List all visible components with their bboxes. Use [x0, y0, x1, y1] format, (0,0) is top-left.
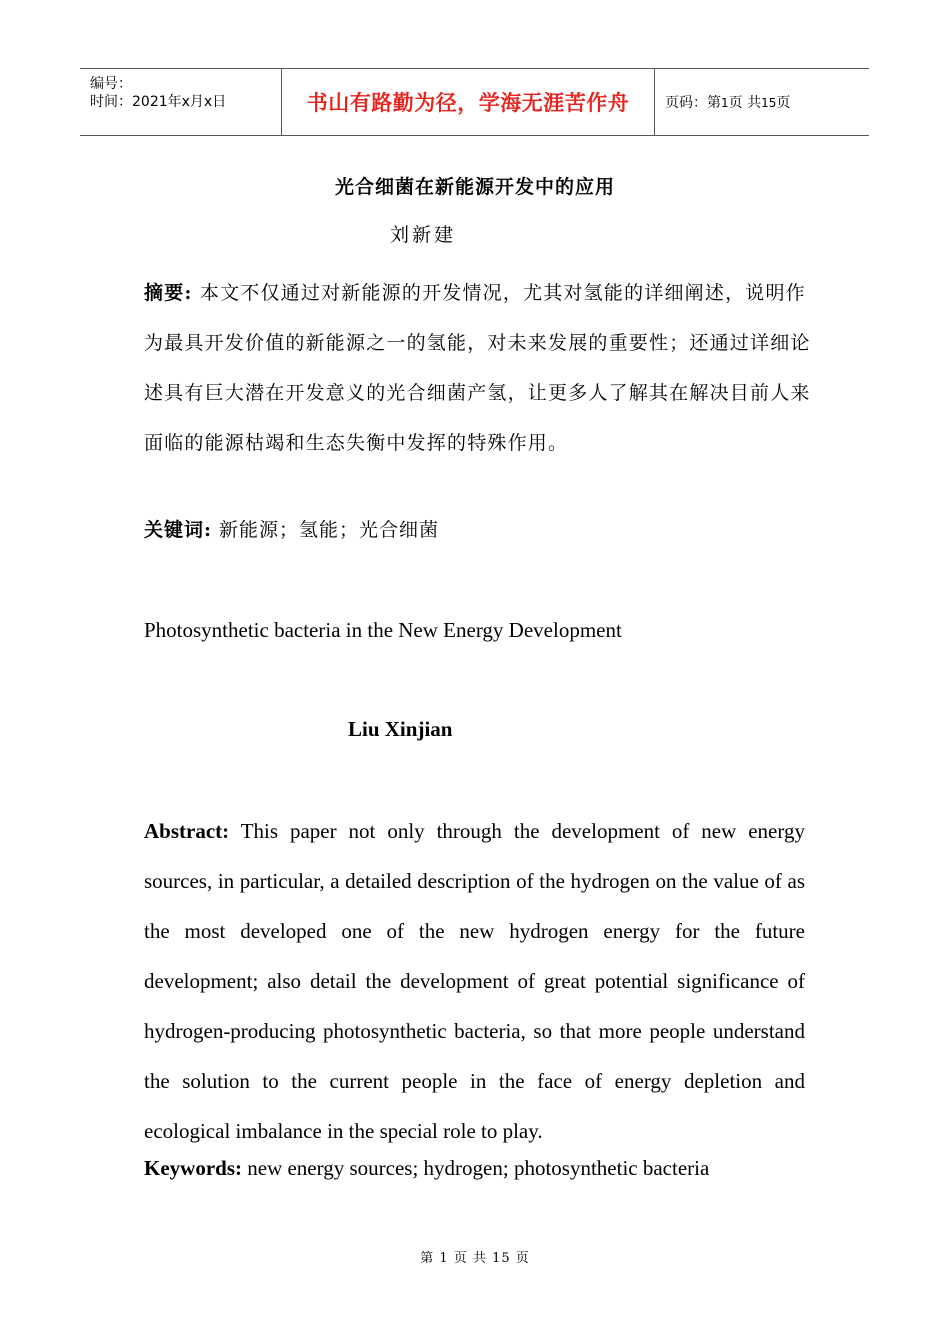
keywords-english: [144, 1156, 709, 1181]
keywords-chinese: [144, 515, 439, 542]
page-header: [80, 68, 869, 136]
page-footer: 第 1 页 共 15 页: [420, 1251, 530, 1266]
keywords-cn-label: 关键词:: [144, 519, 213, 541]
abstract-en-text: This paper not only through the development of new energy sources, in particular, a detailed description of the hydrogen on the value of as the most developed one of the new hydrogen energy for the future development; also detail the development of great potential significance of hydrogen-producing photosynthetic bacteria, so that more people understand the solution to the current people in the face of energy depletion and ecological imbalance in the special role to play.: [144, 819, 805, 1143]
title-english: Photosynthetic bacteria in the New Energy Development: [144, 618, 622, 642]
keywords-cn-text: 新能源；氢能；光合细菌: [212, 519, 440, 541]
keywords-en-text: new energy sources; hydrogen; photosynthetic bacteria: [242, 1156, 710, 1180]
abstract-cn-text: 本文不仅通过对新能源的开发情况，尤其对氢能的详细阐述，说明作为最具开发价值的新能源之一的氢能，对未来发展的重要性；还通过详细论述具有巨大潜在开发意义的光合细菌产氢，让更多人了解其在解决目前人来面临的能源枯竭和生态失衡中发挥的特殊作用。: [144, 282, 811, 454]
keywords-en-label: Keywords:: [144, 1156, 242, 1180]
abstract-chinese: [144, 268, 816, 468]
header-info-cell: [80, 69, 282, 135]
header-page-cell: [655, 69, 869, 135]
author-chinese: 刘新建: [390, 224, 457, 246]
abstract-en-label: Abstract:: [144, 819, 230, 843]
motto: 书山有路勤为径，学海无涯苦作舟: [306, 91, 630, 115]
abstract-cn-label: 摘要:: [144, 282, 193, 304]
document-date: 时间：2021年x月x日: [90, 94, 227, 110]
author-english: Liu Xinjian: [348, 717, 453, 741]
header-motto-cell: [282, 69, 655, 135]
title-chinese: 光合细菌在新能源开发中的应用: [334, 176, 615, 198]
header-page-number: 页码：第1页 共15页: [665, 95, 791, 111]
document-number: 编号：: [90, 76, 132, 92]
abstract-english: [144, 806, 805, 1156]
